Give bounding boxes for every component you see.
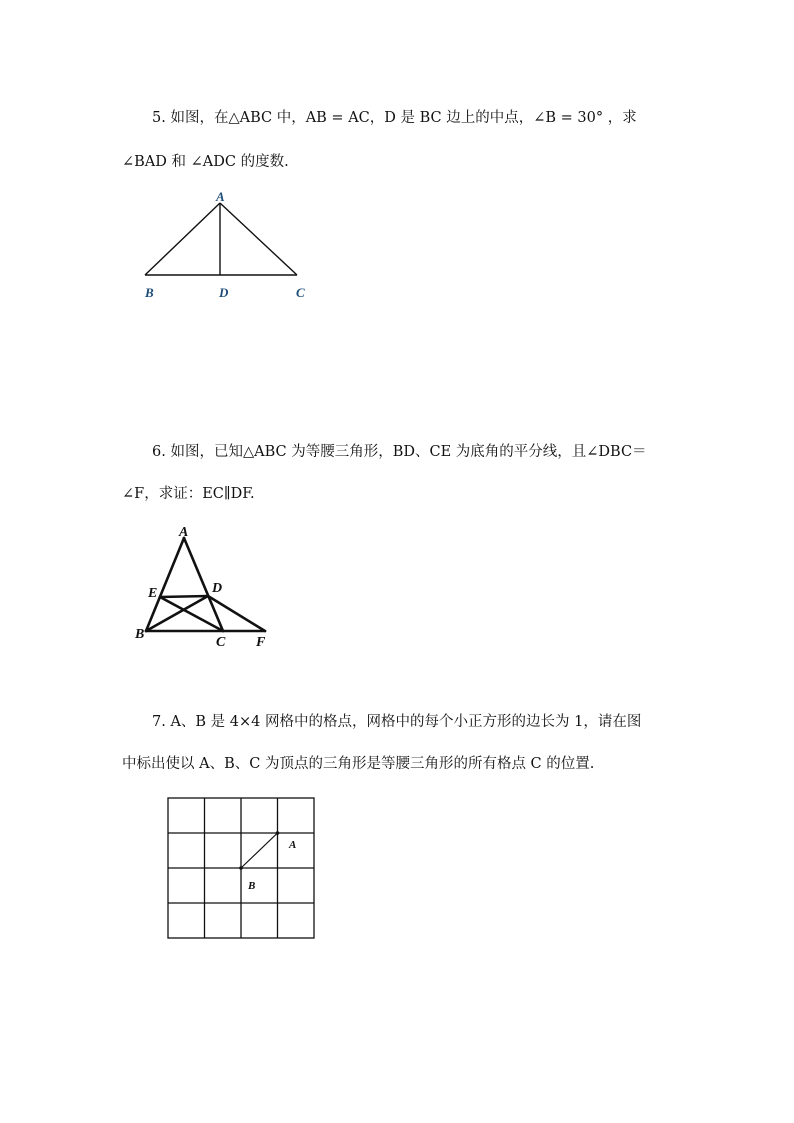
segment-ed	[160, 596, 208, 597]
label-b: B	[135, 627, 145, 642]
label-b: B	[145, 285, 154, 300]
label-c: C	[216, 635, 226, 650]
problem-6-line-1: 6. 如图，已知△ABC 为等腰三角形，BD、CE 为底角的平分线，且∠DBC＝	[152, 444, 647, 460]
segment-ab	[146, 538, 184, 631]
point-a[interactable]	[276, 831, 280, 835]
label-a: A	[179, 525, 189, 540]
problem-5-triangle-figure	[130, 185, 330, 310]
label-e: E	[148, 586, 158, 601]
problem-6-line-2: ∠F，求证：EC∥DF.	[122, 486, 255, 502]
label-b: B	[248, 880, 256, 892]
problem-5-line-1: 5. 如图，在△ABC 中，AB = AC，D 是 BC 边上的中点，∠B = 30° ，求	[152, 110, 637, 126]
label-d: D	[219, 285, 229, 300]
problem-7-grid-figure	[160, 790, 330, 945]
segment-ab	[145, 203, 220, 275]
label-d: D	[212, 581, 223, 596]
label-a: A	[289, 839, 297, 851]
label-c: C	[296, 285, 305, 300]
segment-ce	[160, 597, 223, 631]
problem-7-line-1: 7. A、B 是 4×4 网格中的格点，网格中的每个小正方形的边长为 1，请在图	[152, 714, 642, 730]
point-b[interactable]	[239, 866, 243, 870]
problem-5-line-2: ∠BAD 和 ∠ADC 的度数.	[122, 154, 289, 170]
segment-ab	[241, 833, 278, 868]
label-f: F	[256, 635, 266, 650]
problem-6-triangle-figure	[125, 520, 285, 655]
segment-bd	[146, 596, 208, 631]
problem-7-line-2: 中标出使以 A、B、C 为顶点的三角形是等腰三角形的所有格点 C 的位置.	[122, 756, 595, 772]
label-a: A	[216, 189, 225, 204]
segment-ac	[220, 203, 297, 275]
